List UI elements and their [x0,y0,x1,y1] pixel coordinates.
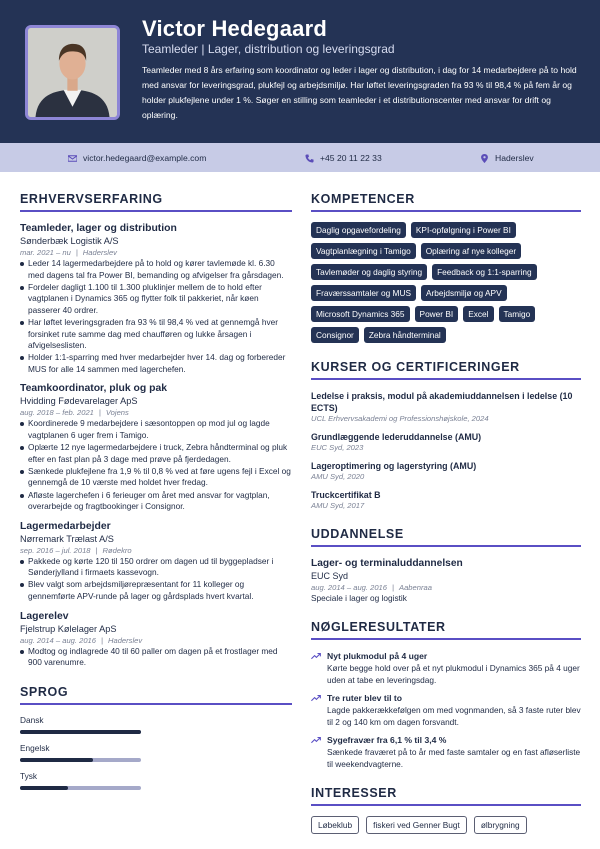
envelope-icon [68,154,77,163]
job-bullet: Afløste lagerchefen i 6 ferieuger om året med ansvar for vagtplan, overarbejde og fragtbookinger i Consignor. [20,490,292,513]
contact-location [480,152,534,164]
achievement-title: Sygefravær fra 6,1 % til 3,4 % [327,735,447,745]
languages-heading: SPROG [20,685,292,705]
education-heading: UDDANNELSE [311,527,581,547]
skill-tag: Vagtplanlægning i Tamigo [311,243,416,259]
achievement-desc: Sænkede fraværet på to år med faste samtaler og en fast afløserliste til weekendvagterne. [327,747,581,769]
contact-email-text: victor.hedegaard@example.com [83,153,207,163]
skill-tag: Tavlemøder og daglig styring [311,264,427,280]
skill-tag: Zebra håndterminal [364,327,446,343]
job-bullet: Modtog og indlagrede 40 til 60 paller om dagen på et frostlager med 900 varenumre. [20,646,292,669]
language-name: Engelsk [20,742,50,753]
education-school: EUC Syd [311,571,349,581]
job-bullets [20,646,292,669]
course-item [311,489,581,511]
right-column [311,190,581,834]
education-meta: aug. 2014 – aug. 2016 | Aabenraa [311,583,432,592]
job-company: Sønderbæk Logistik A/S [20,236,119,246]
achievement-desc: Kørte begge hold over på et nyt plukmodul i Dynamics 365 på 4 uger uden at tabe en leveringsdag. [327,663,580,685]
job-entry [20,222,292,375]
skill-tag: Daglig opgavefordeling [311,222,406,238]
job-title: Teamleder, lager og distribution [20,223,177,234]
candidate-name: Victor Hedegaard [142,16,327,41]
language-item [20,743,292,762]
candidate-role: Teamleder | Lager, distribution og leveringsgrad [142,42,395,56]
trend-up-icon [311,652,321,660]
language-level-fill [20,730,141,734]
job-bullet: Har løftet leveringsgraden fra 93 % til 98,4 % ved at gennemgå hver forsinket rute samme dag med chaufføren og lukke årsagen i afvigelseslisten. [20,317,292,352]
job-bullet: Oplærte 12 nye lagermedarbejdere i truck, Zebra håndterminal og pluk efter en fast plan på 3 dage med prøve på fjerdedagen. [20,442,292,465]
language-item [20,715,292,734]
contact-email[interactable] [68,152,206,164]
job-company: Nørremark Trælast A/S [20,533,114,544]
job-bullet: Pakkede og kørte 120 til 150 ordrer om dagen ud til byggepladser i Sønderjylland i firmaets kassevogn. [20,556,292,579]
job-company: Hvidding Fødevarelager ApS [20,396,138,407]
skill-tag: Fraværssamtaler og MUS [311,285,416,301]
interests-list [311,816,581,834]
experience-heading: ERHVERVSERFARING [20,192,292,212]
language-level-bar [20,786,141,790]
skill-tag: Excel [463,306,493,322]
language-level-fill [20,758,93,762]
education-degree: Lager- og terminaluddannelsen [311,558,463,569]
job-title: Lagermedarbejder [20,520,111,532]
location-pin-icon [480,154,489,163]
contact-phone-text: +45 20 11 22 33 [320,153,382,163]
job-bullets [20,556,292,603]
interest-tag: ølbrygning [474,816,527,834]
skill-tag: Power BI [415,306,459,322]
job-title: Lagerelev [20,610,69,622]
education-description: Speciale i lager og logistik [311,593,407,603]
skill-tag: Consignor [311,327,359,343]
language-name: Dansk [20,714,44,725]
interest-tag: fiskeri ved Genner Bugt [366,816,467,834]
language-level-bar [20,758,141,762]
achievement-item [311,734,581,770]
course-meta: AMU Syd, 2017 [311,501,365,510]
job-entry [20,520,292,603]
skill-tag: Arbejdsmiljø og APV [421,285,507,301]
job-bullets [20,418,292,512]
skills-list [311,222,581,343]
skill-tag: Tamigo [499,306,536,322]
profile-photo [25,25,120,120]
course-title: Lageroptimering og lagerstyring (AMU) [311,461,477,471]
trend-up-icon [311,736,321,744]
courses-heading: KURSER OG CERTIFICERINGER [311,360,581,380]
course-title: Truckcertifikat B [311,490,381,500]
language-name: Tysk [20,770,38,781]
skill-tag: Microsoft Dynamics 365 [311,306,410,322]
achievement-item [311,650,581,686]
course-item [311,390,581,424]
job-bullets [20,258,292,375]
skill-tag: Feedback og 1:1-sparring [432,264,537,280]
skill-tag: KPI-opfølgning i Power BI [411,222,516,238]
skills-heading: KOMPETENCER [311,192,581,212]
contact-bar [0,143,600,172]
job-meta: sep. 2016 – jul. 2018 | Rødekro [20,545,132,555]
course-title: Grundlæggende lederuddannelse (AMU) [311,432,482,442]
achievement-desc: Lagde pakkerækkefølgen om med vognmanden, så 3 faste ruter blev til 2 og 140 km om dagen forsvandt. [327,705,581,727]
achievements-heading: NØGLERESULTATER [311,620,581,640]
job-bullet: Koordinerede 9 medarbejdere i sæsontoppen op mod jul og lagde vagtplanen 6 uger frem i Tamigo. [20,418,292,441]
job-bullet: Leder 14 lagermedarbejdere på to hold og kører tavlemøde kl. 6.30 med dagens tal fra Power BI, bemanding og afvigelser fra gårsdagen. [20,258,292,281]
language-item [20,771,292,790]
job-bullet: Fordeler dagligt 1.100 til 1.300 pluklinjer mellem de to hold efter vagtplanen i Dynamics 365 og flytter folk til pakkeriet, når køen passerer 40 ordrer. [20,282,292,317]
course-item [311,431,581,453]
job-entry [20,382,292,512]
achievement-title: Tre ruter blev til to [327,693,402,703]
skill-tag: Oplæring af nye kolleger [421,243,521,259]
job-bullet: Holder 1:1-sparring med hver medarbejder hver 14. dag og forbereder MUS for alle 14 sammen med lagerchefen. [20,352,292,375]
job-meta: aug. 2018 – feb. 2021 | Vojens [20,408,129,418]
phone-icon [305,154,314,163]
job-bullet: Sænkede plukfejlene fra 1,9 % til 0,8 % ved at føre ugens fejl i Excel og gennemgå de 10 værste med holdet hver fredag. [20,466,292,489]
achievement-item [311,692,581,728]
language-level-bar [20,730,141,734]
course-meta: UCL Erhvervsakademi og Professionshøjskole, 2024 [311,414,489,423]
contact-phone[interactable] [305,152,382,164]
job-entry [20,610,292,669]
interest-tag: Løbeklub [311,816,359,834]
profile-photo-image [28,28,117,117]
job-title: Teamkoordinator, pluk og pak [20,383,168,395]
profile-summary: Teamleder med 8 års erfaring som koordinator og leder i lager og distribution, i dag for 14 medarbejdere på to hold med ansvar for leveringsgrad, plukfejl og arbejdsmiljø. Har løftet leveringsgraden fra 93 % til 98,4 % på fem år og holder plukfejlene under 1 %. Søger en stilling som teamleder i et distributionscenter med ansvar for drift og oplæring. [142,65,577,120]
header [0,0,600,143]
interests-heading: INTERESSER [311,786,581,806]
job-bullet: Blev valgt som arbejdsmiljørepræsentant for 11 kolleger og gennemførte APV-runde på lager og gårdsplads hvert kvartal. [20,579,292,602]
left-column [20,190,292,799]
language-level-fill [20,786,68,790]
job-company: Fjelstrup Kølelager ApS [20,623,117,634]
achievement-title: Nyt plukmodul på 4 uger [327,651,428,661]
contact-location-text: Haderslev [495,153,534,163]
course-meta: AMU Syd, 2020 [311,472,365,481]
trend-up-icon [311,694,321,702]
job-meta: aug. 2014 – aug. 2016 | Haderslev [20,635,143,645]
course-meta: EUC Syd, 2023 [311,443,364,452]
education-entry [311,557,581,604]
course-title: Ledelse i praksis, modul på akademiuddannelsen i ledelse (10 ECTS) [311,391,573,413]
job-meta: mar. 2021 – nu | Haderslev [20,248,117,257]
course-item [311,460,581,482]
